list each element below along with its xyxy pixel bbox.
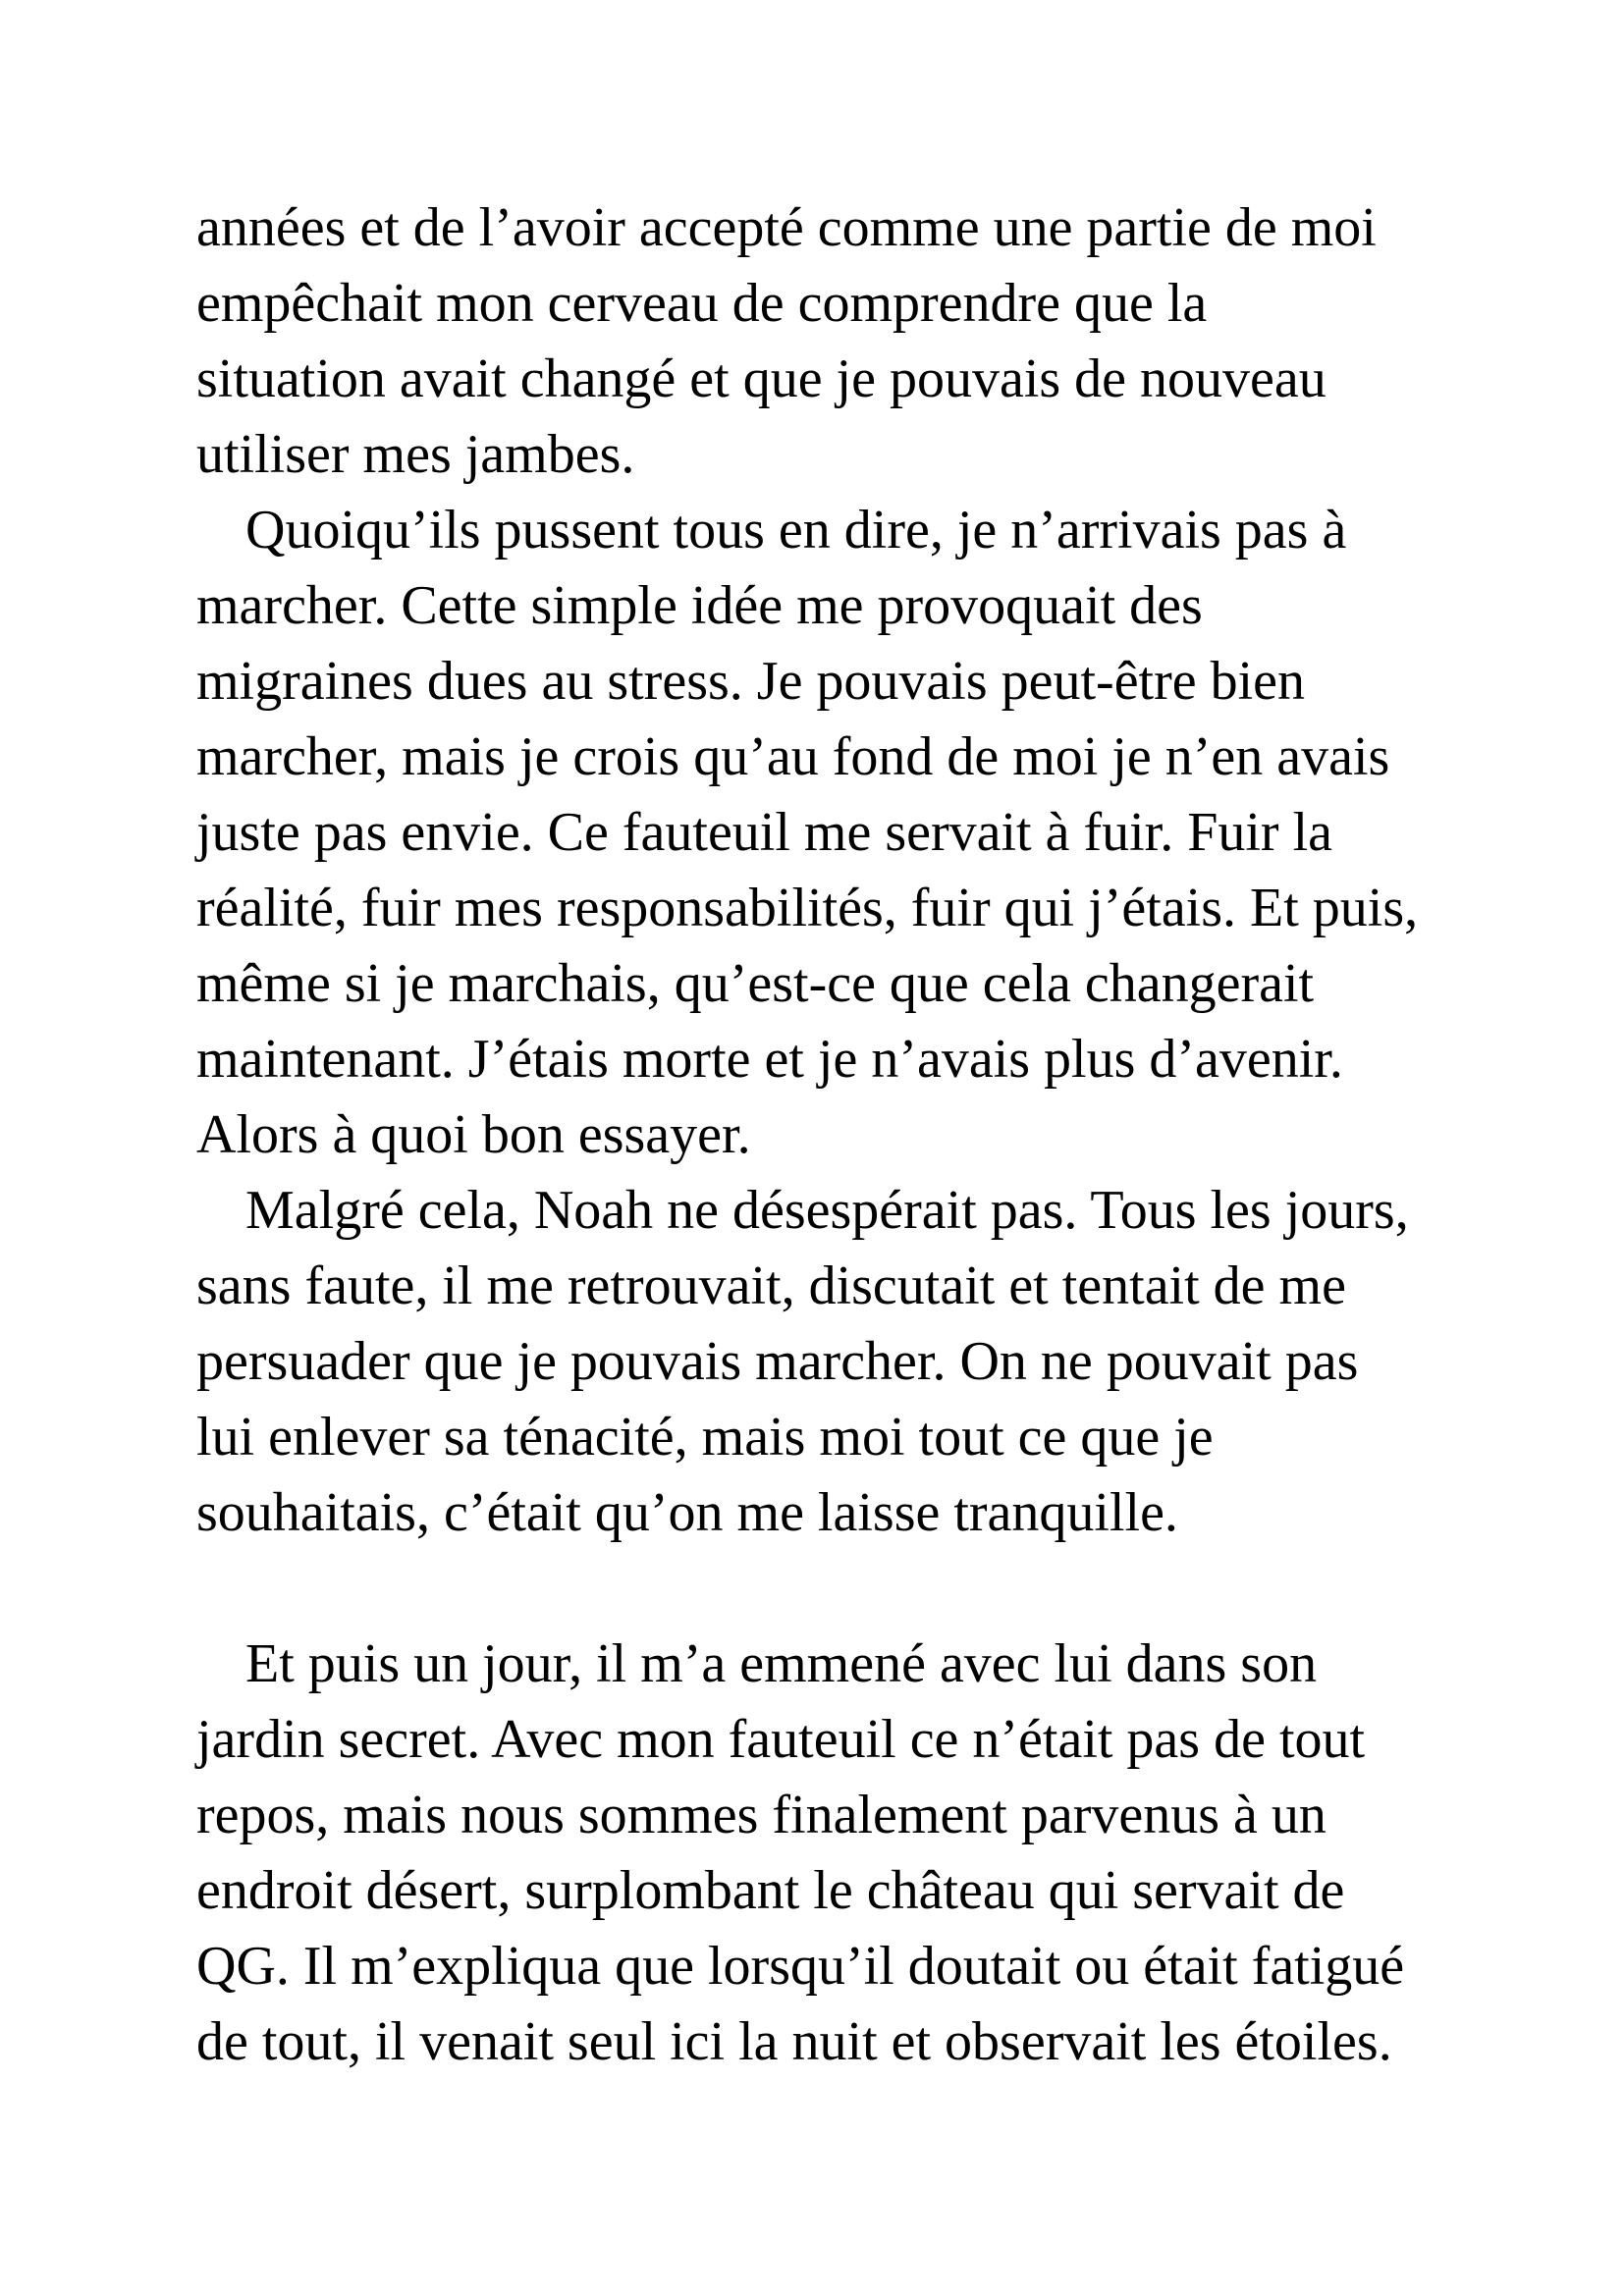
text-line: Quoiqu’ils pussent tous en dire, je n’arrivais pas à bbox=[245, 500, 1347, 561]
text-line: années et de l’avoir accepté comme une partie de moi bbox=[196, 197, 1377, 258]
text-line: marcher. Cette simple idée me provoquait des bbox=[196, 575, 1203, 636]
text-line: Et puis un jour, il m’a emmené avec lui dans son bbox=[245, 1633, 1318, 1694]
text-line: même si je marchais, qu’est-ce que cela changerait bbox=[196, 953, 1315, 1014]
text-line: persuader que je pouvais marcher. On ne pouvait pas bbox=[196, 1331, 1359, 1392]
text-line: de tout, il venait seul ici la nuit et observait les étoiles. bbox=[196, 2011, 1392, 2072]
text-line: maintenant. J’étais morte et je n’avais plus d’avenir. bbox=[196, 1029, 1343, 1090]
text-line: juste pas envie. Ce fauteuil me servait à fuir. Fuir la bbox=[196, 802, 1332, 863]
text-line: endroit désert, surplombant le château qui servait de bbox=[196, 1860, 1345, 1921]
text-line: jardin secret. Avec mon fauteuil ce n’était pas de tout bbox=[196, 1709, 1366, 1770]
paragraph bbox=[196, 1627, 1430, 2080]
text-line: sans faute, il me retrouvait, discutait et tentait de me bbox=[196, 1255, 1346, 1316]
section-break bbox=[196, 1551, 1430, 1627]
text-line: Alors à quoi bon essayer. bbox=[196, 1104, 751, 1165]
text-line: utiliser mes jambes. bbox=[196, 424, 635, 485]
text-line: repos, mais nous sommes finalement parvenus à un bbox=[196, 1785, 1326, 1845]
paragraph bbox=[196, 1173, 1430, 1551]
text-line: QG. Il m’expliqua que lorsqu’il doutait ou était fatigué bbox=[196, 1936, 1405, 1997]
text-line: situation avait changé et que je pouvais de nouveau bbox=[196, 348, 1326, 409]
text-line: marcher, mais je crois qu’au fond de moi je n’en avais bbox=[196, 726, 1390, 787]
text-line: empêchait mon cerveau de comprendre que la bbox=[196, 273, 1208, 334]
paragraph bbox=[196, 493, 1430, 1173]
text-line: lui enlever sa ténacité, mais moi tout ce que je bbox=[196, 1407, 1214, 1468]
text-line: souhaitais, c’était qu’on me laisse tranquille. bbox=[196, 1482, 1178, 1543]
paragraph bbox=[196, 190, 1430, 493]
text-line: réalité, fuir mes responsabilités, fuir qui j’étais. Et puis, bbox=[196, 878, 1419, 938]
text-line: Malgré cela, Noah ne désespérait pas. Tous les jours, bbox=[245, 1180, 1409, 1241]
book-page bbox=[196, 190, 1430, 2080]
text-line: migraines dues au stress. Je pouvais peut-être bien bbox=[196, 651, 1306, 712]
